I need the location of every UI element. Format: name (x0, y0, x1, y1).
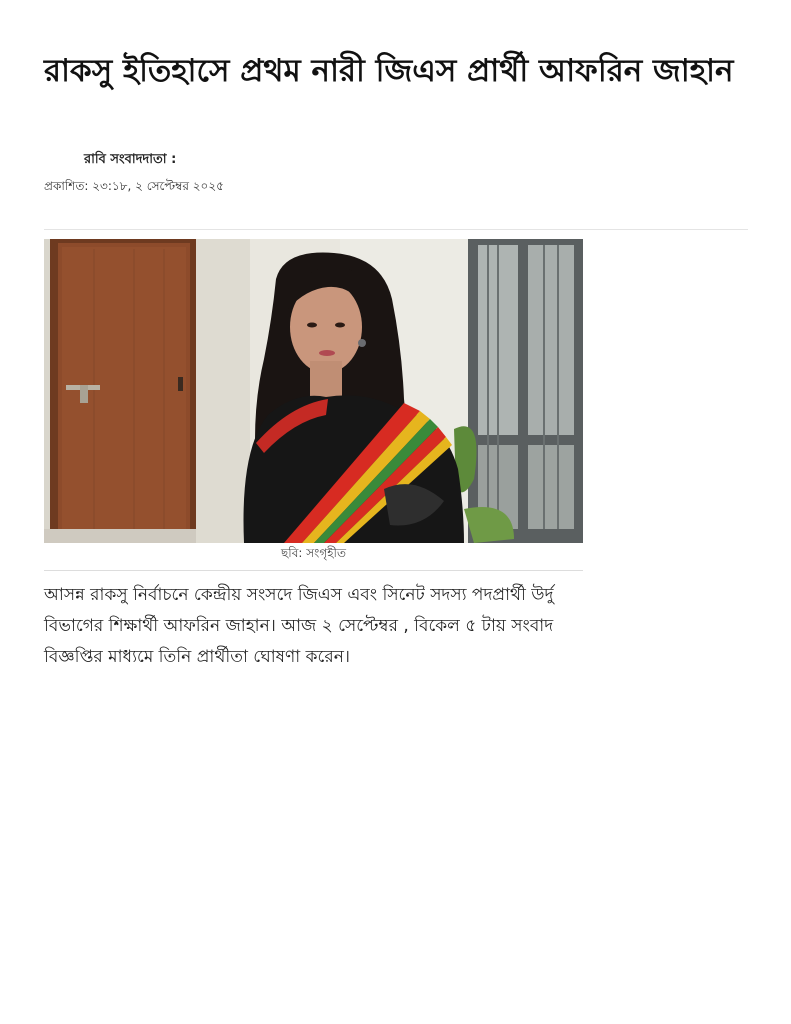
header-divider (44, 229, 748, 230)
article-photo (44, 239, 583, 543)
byline: রাবি সংবাদদাতা : (84, 152, 177, 167)
article-headline: রাকসু ইতিহাসে প্রথম নারী জিএস প্রার্থী আফরিন জাহান (44, 53, 734, 89)
publish-date: প্রকাশিত: ২৩:১৮, ২ সেপ্টেম্বর ২০২৫ (44, 179, 224, 193)
image-caption: ছবি: সংগৃহীত (281, 546, 346, 560)
caption-divider (44, 570, 583, 571)
article-body: আসন্ন রাকসু নির্বাচনে কেন্দ্রীয় সংসদে জিএস এবং সিনেট সদস্য পদপ্রার্থী উর্দু বিভাগের শিক্ষার্থী আফরিন জাহান। আজ ২ সেপ্টেম্বর , বিকেল ৫ টায় সংবাদ বিজ্ঞপ্তির মাধ্যমে তিনি প্রার্থীতা ঘোষণা করেন। (44, 585, 554, 667)
